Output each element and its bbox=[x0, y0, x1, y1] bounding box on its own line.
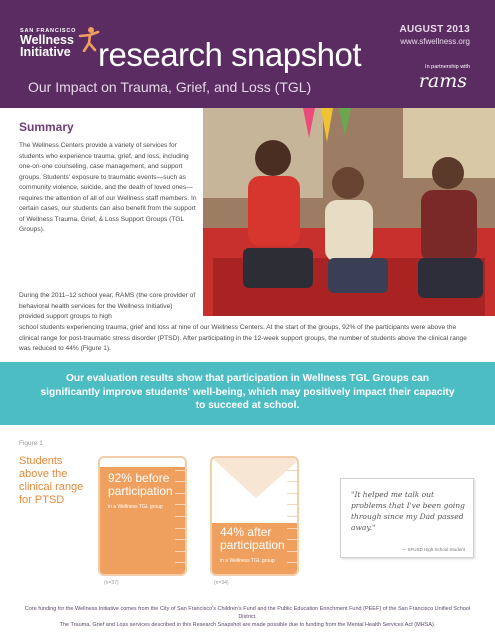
summary-paragraph-2-rest: school students experiencing trauma, grief and loss at nine of our Wellness Centers. At the start of the groups, 92% of the participants were above the clinical range for post-traumatic stress disorder (PTSD). After participating in the 12-week support groups, the number of students above the clinical range was reduced to 44% (Figure 1). bbox=[19, 324, 467, 352]
students-photo bbox=[203, 108, 495, 316]
quote-card bbox=[340, 478, 474, 558]
rams-logo: rams bbox=[418, 70, 467, 92]
jar-tick-mark bbox=[287, 539, 297, 540]
jar-tick-mark bbox=[287, 516, 297, 517]
footer bbox=[15, 605, 480, 629]
jar-tick-mark bbox=[175, 504, 185, 505]
footer-line-1: Core funding for the Wellness Initiative comes from the City of San Francisco's Children's Fund and the Public Education Enrichment Fund (PEEF) of the San Francisco Unified School District. bbox=[24, 606, 471, 620]
chart-label-before: 92% before participation bbox=[108, 471, 173, 498]
footer-line-2: The Trauma, Grief and Loss services described in this Research Snapshot are made possible due to funding from the Mental Health Services Act (MHSA). bbox=[59, 622, 436, 628]
summary-paragraph-1: The Wellness Centers provide a variety of services for students who experience trauma, grief, and loss, including one-on-one counseling, case management, and support groups. Students' exposure to traumatic events—such as community violence, suicide, and the death of loved ones—requires the attention of all of our Wellness staff members. In certain cases, our students can also benefit from the support of Wellness Trauma, Grief, & Loss Support Groups (TGL Groups). bbox=[19, 142, 197, 233]
page-title: research snapshot bbox=[98, 36, 361, 73]
person-figure-icon bbox=[78, 26, 100, 52]
summary-heading: Summary bbox=[19, 120, 74, 134]
chart-n-after: (n=34) bbox=[214, 580, 229, 586]
chart-label-after: 44% after participation bbox=[220, 525, 285, 552]
chart-n-before: (n=37) bbox=[104, 580, 119, 586]
jar-tick-mark bbox=[175, 528, 185, 529]
figure-label: Figure 1 bbox=[19, 440, 43, 447]
jar-tick-mark bbox=[175, 539, 185, 540]
chart-sublabel-after: in a Wellness TGL group bbox=[220, 558, 275, 564]
quote-attribution: — SFUSD High School Student bbox=[401, 547, 465, 552]
website-link[interactable]: www.sfwellness.org bbox=[400, 37, 470, 46]
summary-paragraph-2-start: During the 2011–12 school year, RAMS (the core provider of behavioral health services for the Wellness Initiative) provided support groups to high bbox=[19, 292, 196, 320]
jar-tick-mark bbox=[287, 493, 297, 494]
highlight-text: Our evaluation results show that participation in Wellness TGL Groups can significantly improve students' well-being, which may positively impact their capacity to succeed at school. bbox=[40, 373, 455, 411]
logo-name-line1: Wellness bbox=[20, 33, 74, 47]
jar-tick-mark bbox=[175, 470, 185, 471]
logo-prefix: SAN FRANCISCO bbox=[20, 28, 77, 34]
issue-date: AUGUST 2013 bbox=[399, 24, 470, 35]
jar-tick-mark bbox=[175, 493, 185, 494]
chart-jar-before bbox=[98, 456, 187, 576]
jar-tick-mark bbox=[175, 516, 185, 517]
jar-top-shape bbox=[212, 458, 299, 518]
chart-jar-after bbox=[210, 456, 299, 576]
jar-tick-mark bbox=[287, 481, 297, 482]
chart-sublabel-before: in a Wellness TGL group bbox=[108, 504, 163, 510]
jar-tick-mark bbox=[287, 528, 297, 529]
wellness-initiative-logo bbox=[20, 28, 90, 58]
jar-tick-mark bbox=[287, 551, 297, 552]
jar-tick-mark bbox=[287, 562, 297, 563]
page-subtitle: Our Impact on Trauma, Grief, and Loss (TGL) bbox=[28, 79, 312, 95]
jar-tick-mark bbox=[287, 504, 297, 505]
jar-tick-mark bbox=[175, 551, 185, 552]
partner-label: In partnership with bbox=[425, 64, 470, 70]
header-banner bbox=[0, 0, 495, 108]
logo-name-line2: Initiative bbox=[20, 45, 71, 59]
jar-tick-mark bbox=[287, 470, 297, 471]
jar-tick-mark bbox=[175, 481, 185, 482]
students-photo-illustration bbox=[203, 108, 495, 316]
quote-text: "It helped me talk out problems that I've been going through since my Dad passed away." bbox=[351, 490, 465, 532]
jar-tick-mark bbox=[175, 562, 185, 563]
figure-title: Students above the clinical range for PTSD bbox=[19, 455, 84, 506]
